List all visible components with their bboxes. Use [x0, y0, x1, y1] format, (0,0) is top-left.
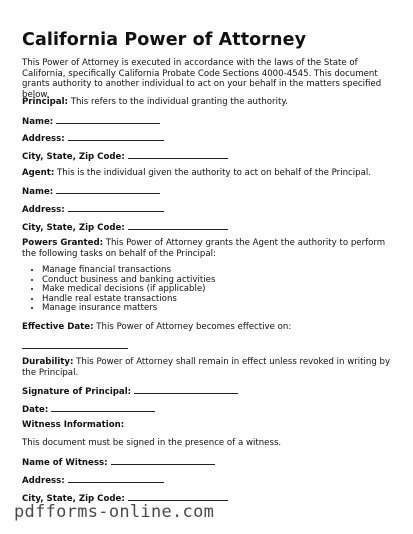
principal-csz-label: City, State, Zip Code: [22, 152, 125, 162]
intro-paragraph: This Power of Attorney is executed in accordance with the laws of the State of California, specifically California Probate Code Sections 4000-4545. This document grants authority to another individual to act on your behalf in the matters specified below. [22, 58, 382, 100]
date-row [22, 403, 155, 416]
agent-address-label: Address: [22, 205, 65, 215]
witness-name-label: Name of Witness: [22, 458, 108, 468]
effective-description: This Power of Attorney becomes effective on: [93, 322, 292, 332]
agent-address-field[interactable] [68, 203, 164, 212]
agent-csz-label: City, State, Zip Code: [22, 223, 125, 233]
list-item: • Manage financial transactions [42, 266, 215, 276]
durability-section [22, 357, 394, 378]
witness-address-row [22, 474, 164, 487]
agent-name-label: Name: [22, 187, 54, 197]
date-label: Date: [22, 405, 49, 415]
agent-csz-row [22, 221, 228, 234]
list-item: • Manage insurance matters [42, 304, 215, 314]
watermark-footer: pdfforms-online.com [14, 502, 215, 522]
agent-heading: Agent: [22, 168, 55, 178]
principal-name-field[interactable] [56, 115, 160, 124]
witness-note: This document must be signed in the presence of a witness. [22, 438, 282, 448]
document-title: California Power of Attorney [22, 30, 307, 50]
principal-name-label: Name: [22, 117, 54, 127]
signature-field[interactable] [134, 385, 238, 394]
principal-heading: Principal: [22, 97, 68, 107]
witness-address-field[interactable] [68, 474, 164, 483]
principal-section [22, 97, 288, 108]
principal-description: This refers to the individual granting the authority. [67, 97, 288, 107]
powers-description: This Power of Attorney grants the Agent the authority to perform the following tasks on behalf of the Principal: [22, 238, 386, 259]
powers-list [22, 266, 215, 314]
principal-address-row [22, 132, 164, 145]
durability-heading: Durability: [22, 357, 74, 367]
date-field[interactable] [51, 403, 155, 412]
agent-name-row [22, 185, 160, 198]
agent-address-row [22, 203, 164, 216]
powers-section [22, 238, 394, 259]
principal-csz-row [22, 150, 228, 163]
durability-description: This Power of Attorney shall remain in effect unless revoked in writing by the Principal. [22, 357, 391, 378]
signature-label: Signature of Principal: [22, 387, 132, 397]
witness-section [22, 420, 124, 431]
signature-row [22, 385, 238, 398]
list-item: • Conduct business and banking activities [42, 276, 215, 286]
agent-csz-field[interactable] [128, 221, 228, 230]
witness-name-field[interactable] [111, 456, 215, 465]
agent-section [22, 168, 371, 179]
witness-heading: Witness Information: [22, 420, 125, 430]
agent-description: This is the individual given the authority to act on behalf of the Principal. [54, 168, 372, 178]
witness-name-row [22, 456, 215, 469]
effective-section [22, 322, 291, 333]
effective-heading: Effective Date: [22, 322, 94, 332]
list-item: • Handle real estate transactions [42, 295, 215, 305]
agent-name-field[interactable] [56, 185, 160, 194]
effective-date-field[interactable] [22, 348, 128, 349]
principal-csz-field[interactable] [128, 150, 228, 159]
principal-address-field[interactable] [68, 132, 164, 141]
witness-csz-label: City, State, Zip Code: [22, 494, 125, 504]
principal-address-label: Address: [22, 134, 65, 144]
powers-heading: Powers Granted: [22, 238, 104, 248]
witness-csz-field[interactable] [128, 492, 228, 501]
witness-address-label: Address: [22, 476, 65, 486]
principal-name-row [22, 115, 160, 128]
list-item: • Make medical decisions (if applicable) [42, 285, 215, 295]
